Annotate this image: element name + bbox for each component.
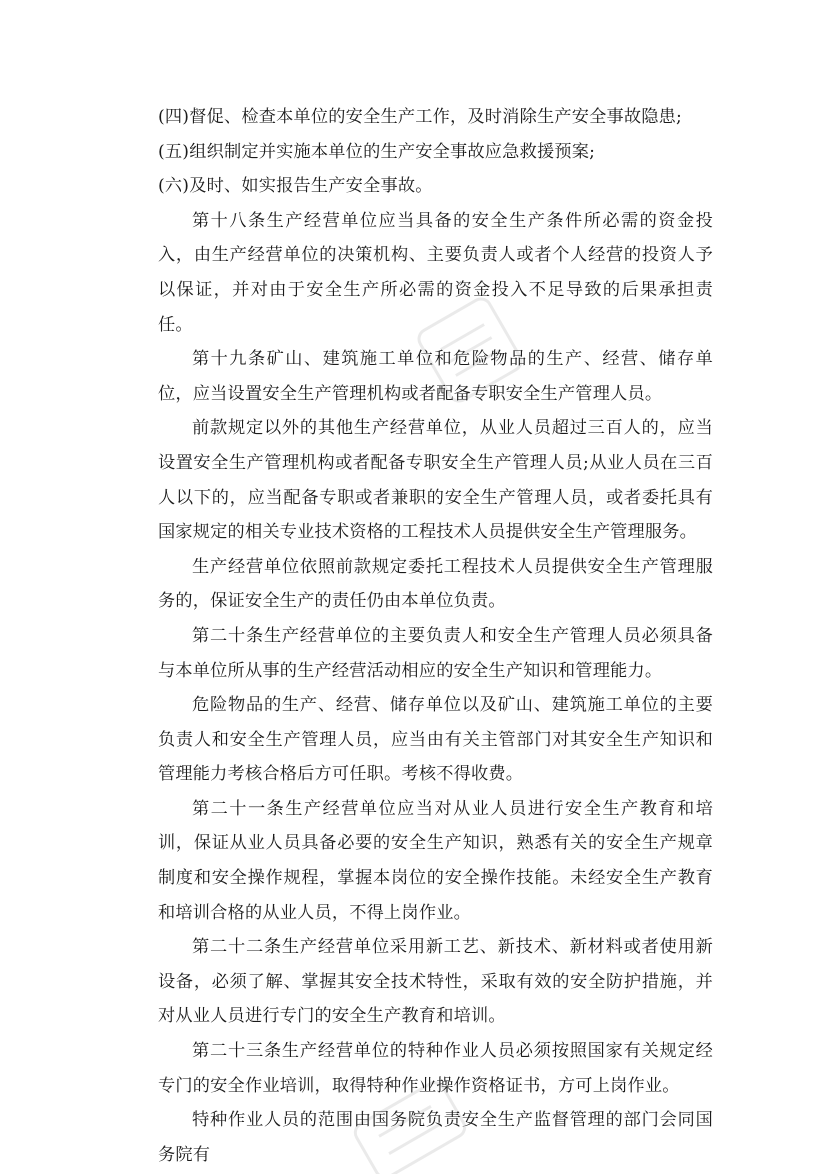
- paragraph-article-19-clause-2: 前款规定以外的其他生产经营单位，从业人员超过三百人的，应当设置安全生产管理机构或者配备专职安全生产管理人员;从业人员在三百人以下的，应当配备专职或者兼职的安全生产管理人员，或者委托具有国家规定的相关专业技术资格的工程技术人员提供安全生产管理服务。: [158, 418, 713, 543]
- paragraph-article-19-clause-3: 生产经营单位依照前款规定委托工程技术人员提供安全生产管理服务的，保证安全生产的责任仍由本单位负责。: [158, 556, 713, 612]
- paragraph-item-6: (六)及时、如实报告生产安全事故。: [158, 176, 433, 197]
- paragraph-item-4: (四)督促、检查本单位的安全生产工作，及时消除生产安全事故隐患;: [158, 107, 683, 127]
- paragraph-article-22: 第二十二条生产经营单位采用新工艺、新技术、新材料或者使用新设备，必须了解、掌握其安全技术特性，采取有效的安全防护措施，并对从业人员进行专门的安全生产教育和培训。: [158, 937, 713, 1027]
- paragraph-article-19: 第十九条矿山、建筑施工单位和危险物品的生产、经营、储存单位，应当设置安全生产管理机构或者配备专职安全生产管理人员。: [158, 349, 713, 404]
- paragraph-article-20: 第二十条生产经营单位的主要负责人和安全生产管理人员必须具备与本单位所从事的生产经营活动相应的安全生产知识和管理能力。: [158, 625, 713, 681]
- paragraph-article-23-clause-2: 特种作业人员的范围由国务院负责安全生产监督管理的部门会同国务院有: [158, 1110, 713, 1165]
- paragraph-article-21: 第二十一条生产经营单位应当对从业人员进行安全生产教育和培训，保证从业人员具备必要的安全生产知识，熟悉有关的安全生产规章制度和安全操作规程，掌握本岗位的安全操作技能。未经安全生产教育和培训合格的从业人员，不得上岗作业。: [158, 798, 713, 923]
- document-body: [158, 100, 713, 1172]
- paragraph-item-5: (五)组织制定并实施本单位的生产安全事故应急救援预案;: [158, 141, 596, 162]
- paragraph-article-20-clause-2: 危险物品的生产、经营、储存单位以及矿山、建筑施工单位的主要负责人和安全生产管理人员，应当由有关主管部门对其安全生产知识和管理能力考核合格后方可任职。考核不得收费。: [158, 695, 713, 785]
- paragraph-article-18: 第十八条生产经营单位应当具备的安全生产条件所必需的资金投入，由生产经营单位的决策机构、主要负责人或者个人经营的投资人予以保证，并对由于安全生产所必需的资金投入不足导致的后果承担责任。: [158, 210, 713, 335]
- paragraph-article-23: 第二十三条生产经营单位的特种作业人员必须按照国家有关规定经专门的安全作业培训，取得特种作业操作资格证书，方可上岗作业。: [158, 1041, 713, 1096]
